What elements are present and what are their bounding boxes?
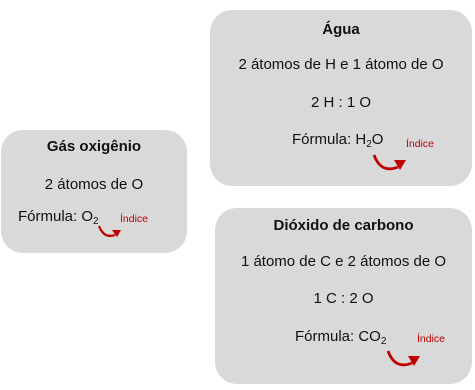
composition-text: 1 átomo de C e 2 átomos de O [240,253,447,270]
formula-subscript: 2 [366,139,372,150]
curved-arrow-icon [371,152,411,176]
formula-tail: O [371,131,384,148]
index-label: Índice [417,333,446,345]
composition-text: 2 átomos de H e 1 átomo de O [238,56,444,73]
formula-subscript: 2 [380,336,387,347]
card-dioxido-de-carbono [215,208,472,384]
ratio-text: 2 H : 1 O [310,94,372,111]
formula [295,328,472,345]
curved-arrow-icon [385,348,425,372]
formula [292,131,472,148]
formula-label: Fórmula: CO [295,328,381,345]
ratio-text: 1 C : 2 O [313,290,374,307]
composition-text: 2 átomos de O [44,176,144,193]
formula-label: Fórmula: O [18,208,94,225]
index-label: Índice [120,213,149,225]
formula-subscript: 2 [93,216,99,227]
index-label: Índice [406,138,435,150]
formula-label: Fórmula: H [292,131,367,148]
curved-arrow-icon [96,223,126,241]
card-agua [210,10,472,186]
card-title: Dióxido de carbono [273,217,414,234]
card-title: Gás oxigênio [46,138,142,155]
card-gas-oxigenio [1,130,187,253]
card-title: Água [322,21,360,38]
